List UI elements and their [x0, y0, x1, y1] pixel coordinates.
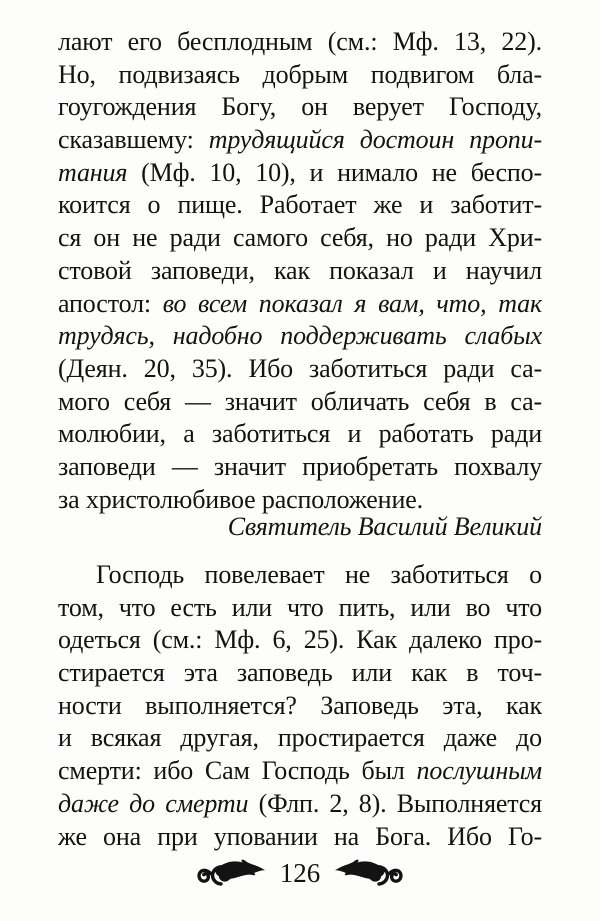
text-line — [58, 91, 542, 124]
text-line — [58, 755, 542, 788]
italic-text-segment: даже до смерти — [58, 788, 259, 818]
text-line — [58, 189, 542, 222]
page-number: 126 — [279, 858, 321, 888]
text-segment: же она при уповании на Бога. Ибо Го- — [58, 821, 542, 851]
text-line — [58, 788, 542, 821]
text-line — [58, 124, 542, 157]
text-segment: коится о пище. Работает же и заботит- — [58, 190, 542, 220]
page-text — [58, 26, 542, 853]
text-segment: заповеди — значит приобретать похвалу — [58, 451, 542, 481]
scroll-flourish-right-icon — [333, 858, 403, 888]
text-segment: (Мф. 10, 10), и нимало не беспо- — [141, 157, 542, 187]
text-segment: и всякая другая, простирается даже до — [58, 723, 542, 753]
italic-text-segment: трудясь, надобно поддерживать слабых — [58, 321, 542, 351]
text-line — [58, 222, 542, 255]
text-line — [58, 386, 542, 419]
text-segment: стирается эта заповедь или как в точ- — [58, 658, 542, 688]
text-segment: ности выполняется? Заповедь эта, как — [58, 690, 542, 720]
text-line — [58, 320, 542, 353]
text-line — [58, 624, 542, 657]
text-line — [58, 59, 542, 92]
text-line — [58, 821, 542, 854]
text-segment: ся он не ради самого себя, но ради Хри- — [58, 223, 542, 253]
text-segment: одеться (см.: Мф. 6, 25). Как далеко про- — [58, 625, 542, 655]
text-segment: Господь повелевает не заботиться о — [96, 560, 542, 589]
text-line — [58, 255, 542, 288]
text-segment: за христолюбивое расположение. — [58, 484, 423, 514]
text-segment: (Деян. 20, 35). Ибо заботиться ради са- — [58, 353, 542, 383]
text-line — [58, 722, 542, 755]
text-line — [58, 657, 542, 690]
text-segment: (Флп. 2, 8). Выполняется — [258, 788, 542, 818]
text-segment: апостол: — [58, 288, 163, 318]
italic-text-segment: во всем показал я вам, что, так — [162, 288, 542, 318]
italic-text-segment: Святитель Василий Великий — [227, 512, 542, 542]
text-segment: Но, подвизаясь добрым подвигом бла- — [58, 59, 542, 89]
text-segment: смерти: ибо Сам Господь был — [58, 756, 417, 786]
text-line — [58, 26, 542, 59]
text-line — [58, 157, 542, 190]
text-segment: мого себя — значит обличать себя в са- — [58, 386, 542, 416]
text-line — [58, 451, 542, 484]
text-line — [58, 288, 542, 321]
attribution-block — [58, 511, 542, 544]
text-line — [58, 559, 542, 592]
paragraph-block — [58, 559, 542, 853]
text-line — [58, 690, 542, 723]
text-segment: лают его бесплодным (см.: Мф. 13, 22). — [58, 27, 542, 56]
text-line — [58, 592, 542, 625]
italic-text-segment: трудящийся достоин пропи- — [208, 125, 542, 155]
text-segment: сказавшему: — [58, 125, 209, 155]
paragraph-block — [58, 26, 542, 516]
text-line — [58, 511, 542, 544]
scroll-flourish-left-icon — [197, 858, 267, 888]
text-segment: гоугождения Богу, он верует Господу, — [58, 92, 542, 122]
text-line — [58, 353, 542, 386]
italic-text-segment: тания — [58, 157, 142, 187]
text-segment: молюбии, а заботиться и работать ради — [58, 419, 542, 449]
text-line — [58, 418, 542, 451]
page-footer — [0, 858, 600, 888]
text-segment: стовой заповеди, как показал и научил — [58, 255, 542, 285]
text-segment: том, что есть или что пить, или во что — [58, 592, 542, 622]
italic-text-segment: послушным — [416, 756, 542, 786]
